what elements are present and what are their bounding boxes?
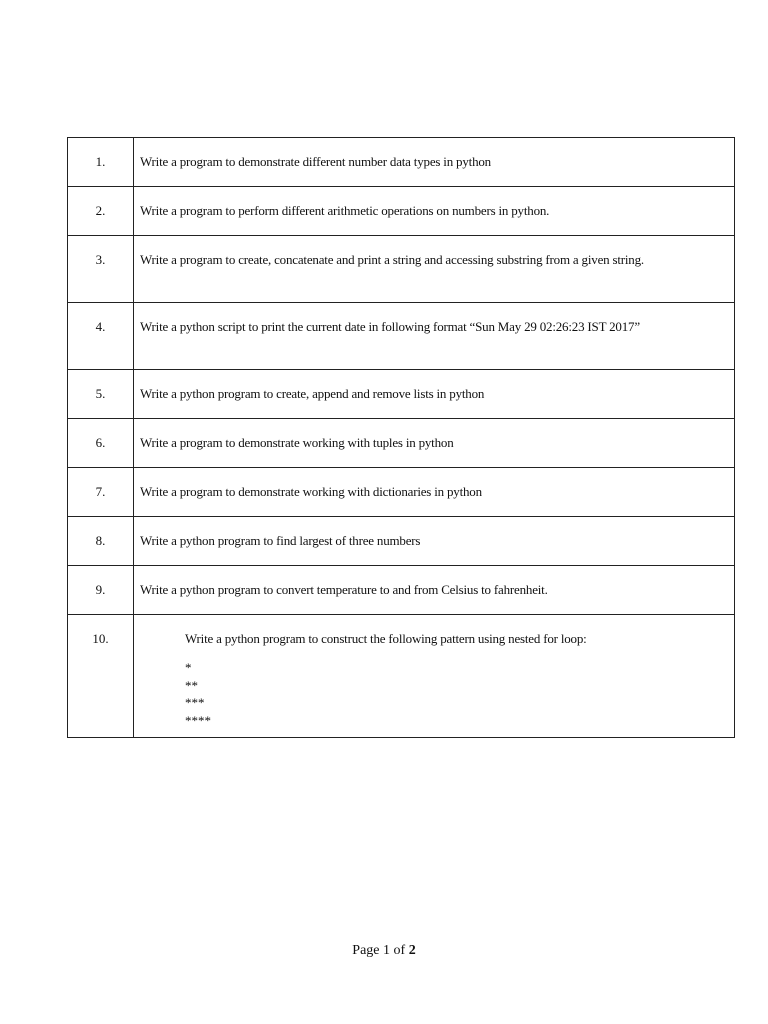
table-row (68, 468, 735, 517)
task-text: Write a program to create, concatenate and print a string and accessing substring from a given string. (140, 252, 644, 267)
row-number: 8. (95, 533, 106, 548)
row-number: 10. (92, 631, 109, 646)
task-cell (134, 419, 735, 468)
task-text: Write a program to demonstrate working with dictionaries in python (140, 484, 482, 499)
table-row (68, 566, 735, 615)
table-row (68, 303, 735, 370)
row-number: 6. (95, 435, 106, 450)
table-row (68, 187, 735, 236)
row-number-cell (68, 615, 134, 738)
pattern-line: *** (185, 695, 205, 710)
row-number-cell (68, 138, 134, 187)
table-row (68, 236, 735, 303)
table-row (68, 517, 735, 566)
row-number: 7. (95, 484, 106, 499)
row-number: 4. (95, 319, 106, 334)
task-cell (134, 566, 735, 615)
task-text: Write a python program to construct the following pattern using nested for loop: (185, 631, 587, 646)
row-number-cell (68, 419, 134, 468)
row-number: 2. (95, 203, 106, 218)
pattern-line: **** (185, 712, 211, 728)
task-cell (134, 615, 735, 738)
row-number-cell (68, 370, 134, 419)
row-number-cell (68, 187, 134, 236)
page-total: 2 (408, 943, 416, 958)
row-number-cell (68, 236, 134, 303)
task-text: Write a python program to find largest of three numbers (140, 533, 421, 548)
page-indicator-prefix: Page 1 of (352, 943, 409, 958)
task-cell (134, 236, 735, 303)
task-cell (134, 468, 735, 517)
task-text: Write a python program to create, append and remove lists in python (140, 386, 485, 401)
task-cell (134, 187, 735, 236)
row-number: 5. (95, 386, 106, 401)
pattern-line: * (185, 660, 192, 675)
task-cell (134, 370, 735, 419)
table-row (68, 419, 735, 468)
pattern-line: ** (185, 677, 198, 693)
table-row (68, 615, 735, 738)
task-text: Write a program to demonstrate different number data types in python (140, 154, 491, 169)
page-footer (0, 943, 768, 959)
row-number-cell (68, 303, 134, 370)
table-row (68, 370, 735, 419)
task-cell (134, 517, 735, 566)
row-number-cell (68, 517, 134, 566)
row-number: 3. (95, 252, 106, 267)
table-row (68, 138, 735, 187)
task-text: Write a python program to convert temperature to and from Celsius to fahrenheit. (140, 582, 548, 597)
program-list-table (67, 137, 735, 738)
star-pattern (134, 647, 734, 729)
task-text: Write a python script to print the current date in following format “Sun May 29 02:26:23 IST 2017” (140, 319, 640, 334)
task-text: Write a program to demonstrate working with tuples in python (140, 435, 454, 450)
row-number: 9. (95, 582, 106, 597)
row-number-cell (68, 468, 134, 517)
task-cell (134, 138, 735, 187)
row-number: 1. (95, 154, 106, 169)
task-text: Write a program to perform different arithmetic operations on numbers in python. (140, 203, 550, 218)
row-number-cell (68, 566, 134, 615)
task-cell (134, 303, 735, 370)
